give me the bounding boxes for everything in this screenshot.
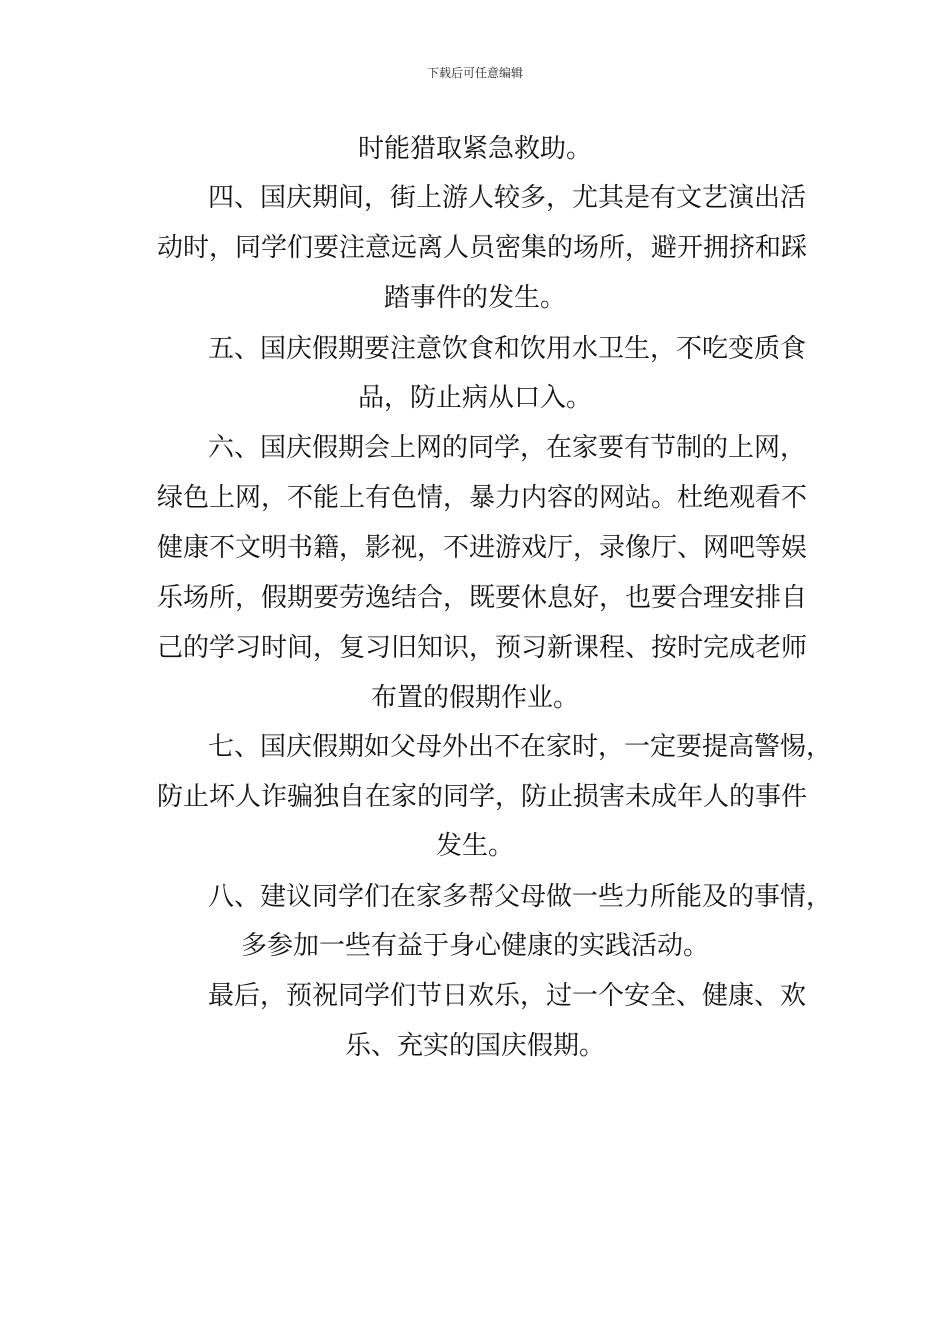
text-line: 五、国庆假期要注意饮食和饮用水卫生，不吃变质食 (208, 334, 807, 364)
text-line: 多参加一些有益于身心健康的实践活动。 (240, 931, 709, 961)
text-line: 品，防止病从口入。 (357, 383, 592, 413)
text-line: 踏事件的发生。 (383, 283, 566, 313)
text-line: 绿色上网，不能上有色情，暴力内容的网站。杜绝观看不 (157, 483, 808, 513)
text-line: 乐场所，假期要劳逸结合，既要休息好，也要合理安排自 (157, 583, 808, 613)
text-line: 六、国庆假期会上网的同学，在家要有节制的上网， (208, 433, 807, 463)
text-line: 乐、充实的国庆假期。 (344, 1031, 605, 1061)
text-line: 四、国庆期间，街上游人较多，尤其是有文艺演出活 (208, 183, 807, 213)
text-line: 发生。 (435, 831, 514, 861)
text-line: 最后，预祝同学们节日欢乐，过一个安全、健康、欢 (208, 981, 807, 1011)
text-line: 己的学习时间，复习旧知识，预习新课程、按时完成老师 (157, 633, 808, 663)
text-line: 健康不文明书籍，影视，不进游戏厅，录像厅、网吧等娱 (157, 533, 808, 563)
text-line: 七、国庆假期如父母外出不在家时，一定要提高警惕， (208, 732, 833, 762)
text-line: 时能猎取紧急救助。 (357, 134, 592, 164)
page-header: 下载后可任意编辑 (426, 66, 523, 80)
text-line: 布置的假期作业。 (370, 683, 579, 713)
text-line: 八、建议同学们在家多帮父母做一些力所能及的事情， (208, 882, 833, 912)
text-line: 动时，同学们要注意远离人员密集的场所，避开拥挤和踩 (157, 233, 808, 263)
text-line: 防止坏人诈骗独自在家的同学，防止损害未成年人的事件 (157, 782, 808, 812)
